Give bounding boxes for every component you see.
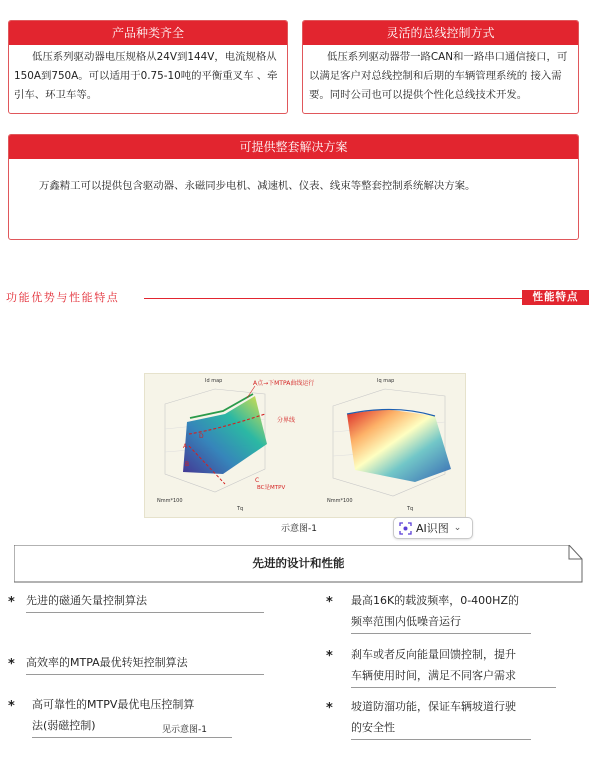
left-axis-nmm: Nmm*100 — [157, 498, 183, 504]
point-label-a: A — [183, 443, 188, 450]
section-title: 功能优势与性能特点 — [6, 291, 120, 304]
motor-map-figure — [144, 373, 466, 518]
feature-item — [326, 643, 566, 689]
feature-item — [8, 651, 268, 677]
point-label-b: B — [185, 461, 190, 468]
feature-item — [326, 695, 566, 741]
feature-item — [8, 589, 268, 615]
star-bullet-icon: * — [8, 595, 15, 610]
features-caption: 见示意图-1 — [162, 725, 207, 735]
left-axis-tq: Tq — [237, 506, 244, 512]
feature-item — [326, 589, 566, 635]
feature-text: 高可靠性的MTPV最优电压控制算 — [32, 698, 195, 711]
feature-text: 车辆使用时间，满足不同客户需求 — [351, 664, 556, 688]
feature-text: 高效率的MTPA最优转矩控制算法 — [26, 651, 264, 675]
figure-caption: 示意图-1 — [281, 524, 317, 534]
card-body: 低压系列驱动器电压规格从24V到144V，电流规格从150A到750A。可以适用于0.75-10吨的平衡重叉车 、牵引车、环卫车等。 — [14, 51, 278, 101]
ai-recognize-button[interactable] — [393, 517, 473, 539]
card-title: 可提供整套解决方案 — [9, 135, 578, 159]
features-banner — [14, 545, 583, 583]
feature-text: 坡道防溜功能，保证车辆坡道行驶 — [351, 700, 516, 713]
ai-button-label: AI识图 — [416, 522, 449, 535]
feature-text: 频率范围内低噪音运行 — [351, 610, 531, 634]
solution-card — [8, 134, 579, 240]
card-body: 低压系列驱动器带一路CAN和一路串口通信接口，可以满足客户对总线控制和后期的车辆管理系统的 接入需要。同时公司也可以提供个性化总线技术开发。 — [309, 51, 568, 101]
right-map-title: Iq map — [377, 378, 395, 384]
left-map-title: Id map — [205, 378, 223, 384]
star-bullet-icon: * — [326, 595, 333, 610]
section-badge: 性能特点 — [522, 290, 589, 305]
feature-item — [8, 693, 268, 739]
section-divider — [144, 298, 524, 299]
feature-text: 先进的磁通矢量控制算法 — [26, 589, 264, 613]
mtpa-annotation: A点→下MTPA曲线运行 — [253, 380, 315, 387]
card-title: 灵活的总线控制方式 — [303, 21, 578, 45]
star-bullet-icon: * — [326, 649, 333, 664]
point-label-d: D — [199, 433, 204, 440]
card-body: 万鑫精工可以提供包含驱动器、永磁同步电机、减速机、仪表、线束等整套控制系统解决方案。 — [39, 180, 476, 192]
features-title: 先进的设计和性能 — [252, 556, 345, 570]
feature-text: 刹车或者反向能量回馈控制，提升 — [351, 648, 516, 661]
mtpv-annotation: BC是MTPV — [257, 485, 286, 491]
bus-control-card — [302, 20, 579, 114]
right-axis-tq: Tq — [407, 506, 414, 512]
point-label-c: C — [255, 477, 260, 484]
scan-icon — [399, 522, 412, 535]
boundary-annotation: 分界线 — [277, 417, 296, 424]
star-bullet-icon: * — [326, 701, 333, 716]
feature-text: 法(弱磁控制) — [32, 714, 232, 738]
product-range-card — [8, 20, 288, 114]
card-title: 产品种类齐全 — [9, 21, 287, 45]
feature-text: 最高16K的载波频率，0-400HZ的 — [351, 594, 519, 607]
motor-map-image — [145, 374, 465, 517]
star-bullet-icon: * — [8, 657, 15, 672]
right-axis-nmm: Nmm*100 — [327, 498, 353, 504]
chevron-down-icon: ⌄ — [453, 523, 462, 533]
feature-text: 的安全性 — [351, 716, 531, 740]
star-bullet-icon: * — [8, 699, 15, 714]
